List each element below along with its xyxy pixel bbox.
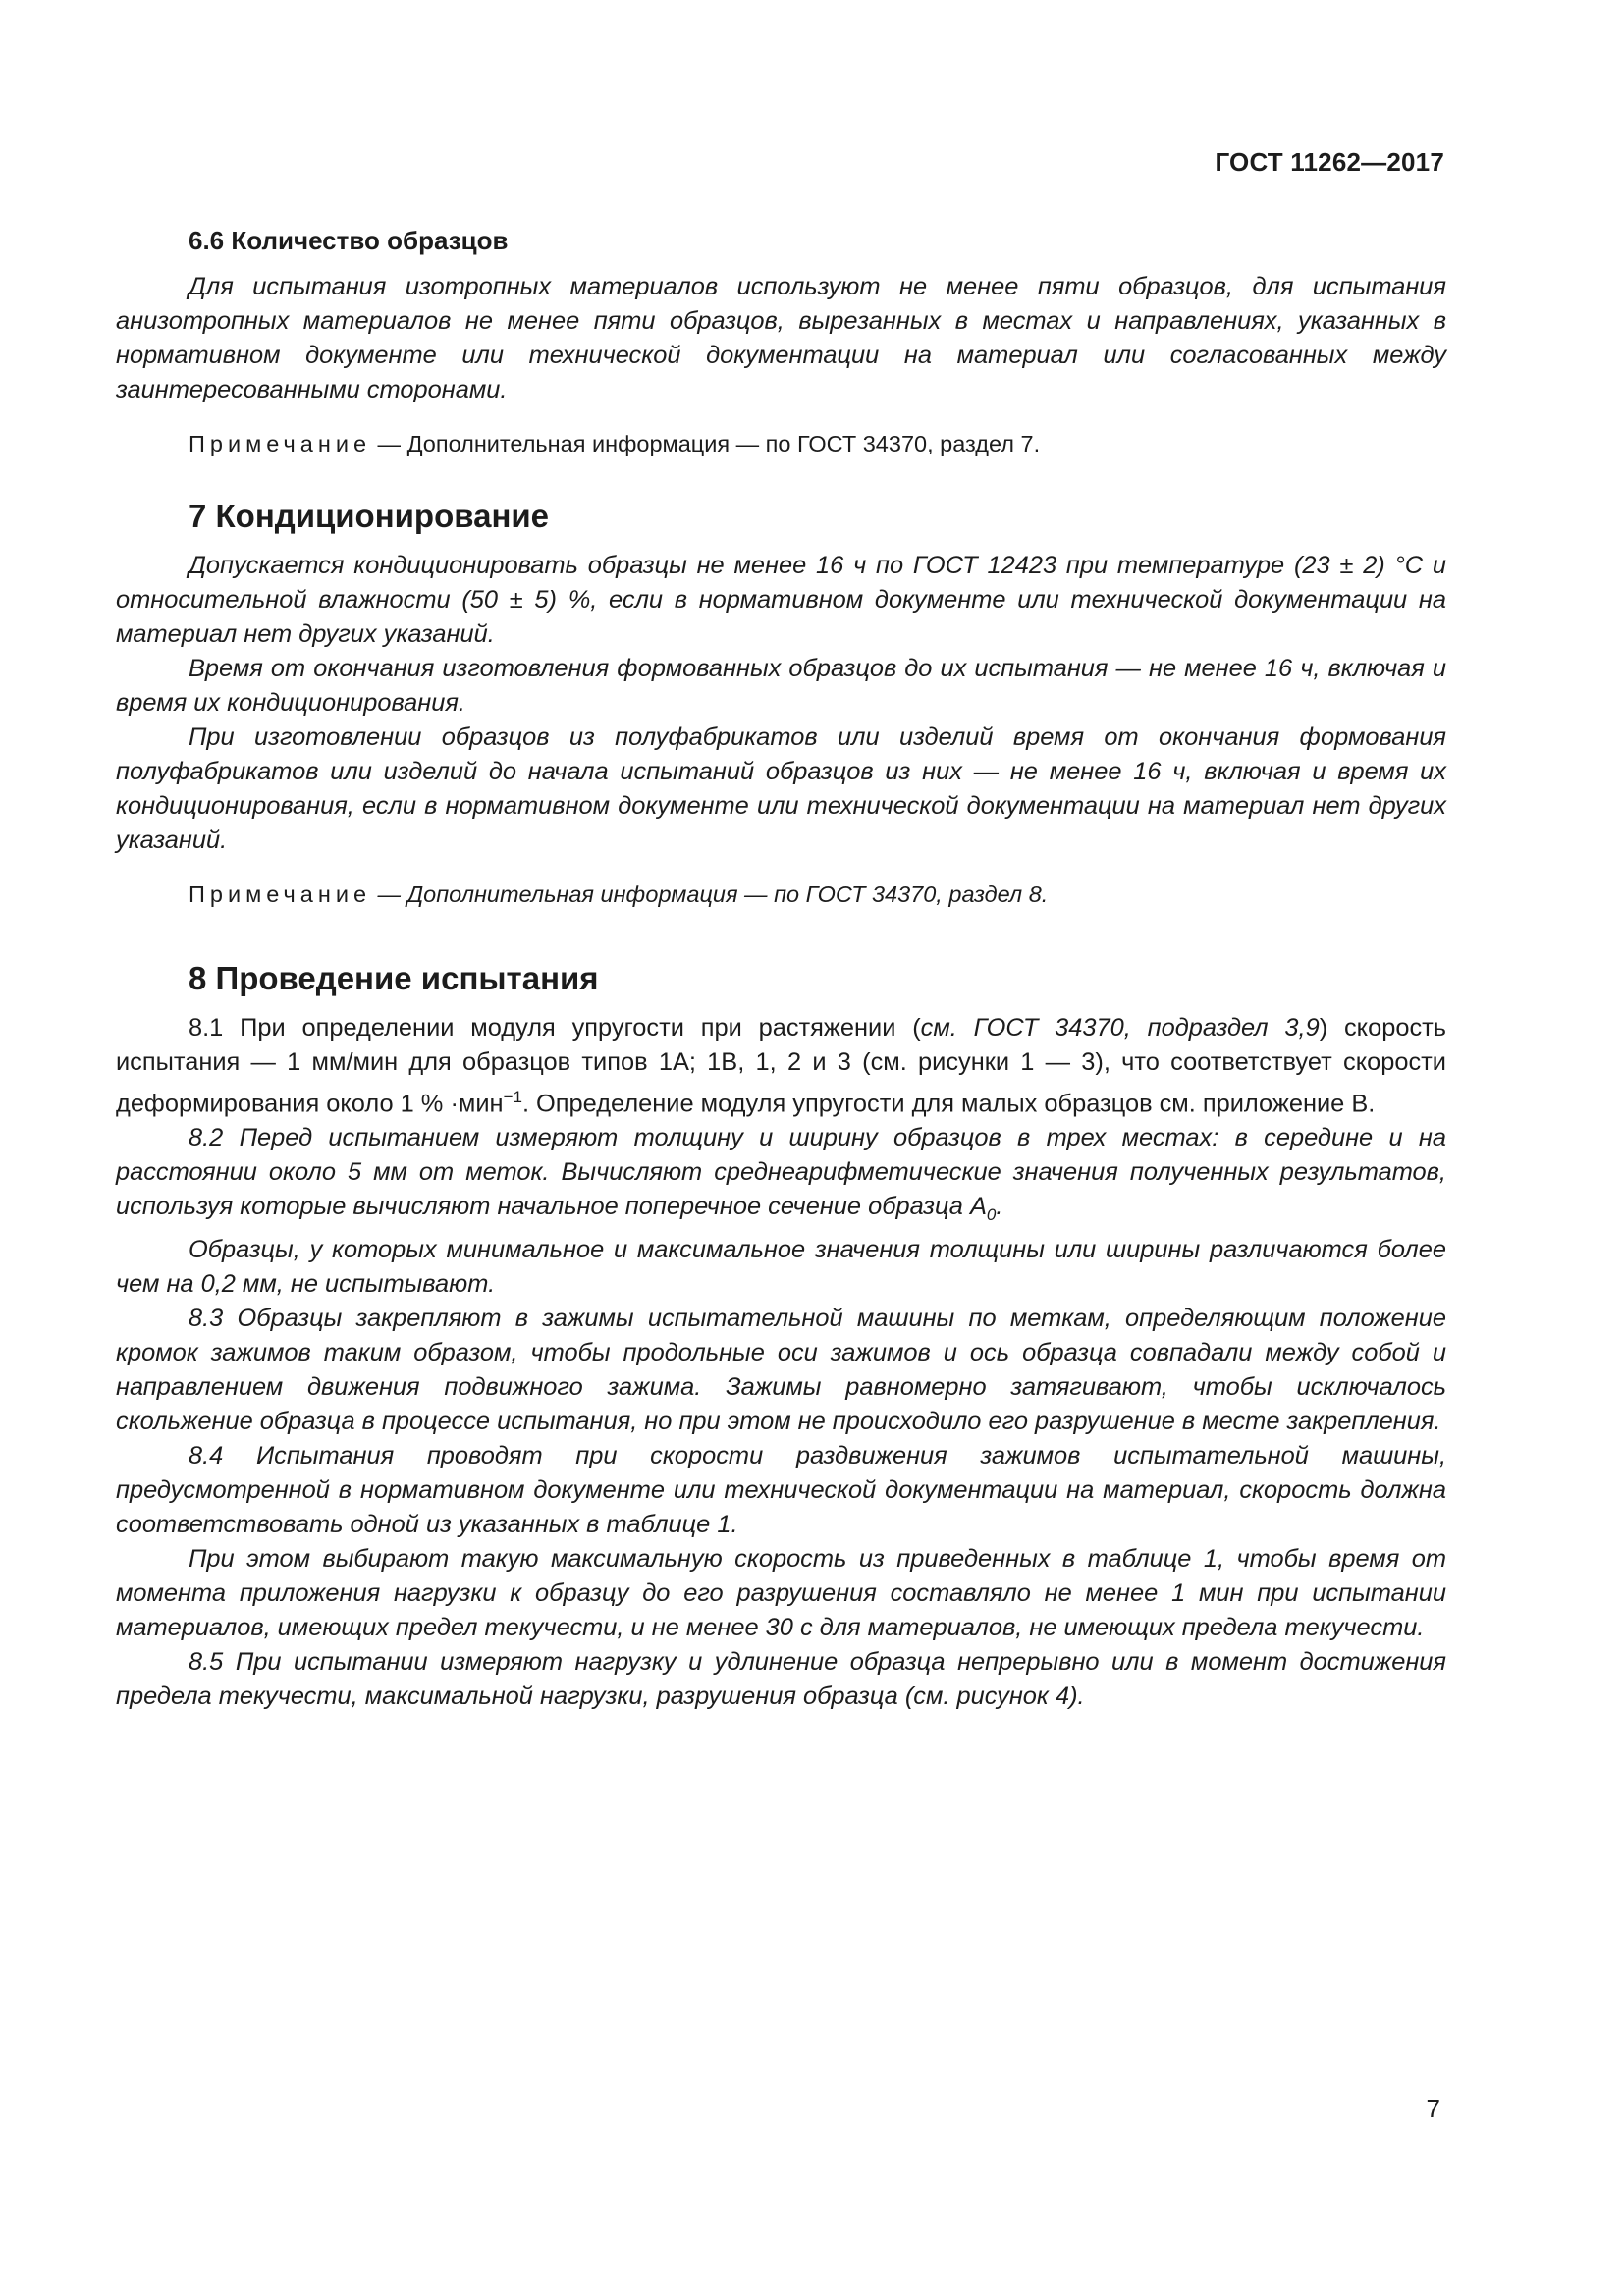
- section-6-6-note: [189, 427, 1446, 461]
- cross-section-subscript: 0: [986, 1205, 997, 1225]
- note-text: — Дополнительная информация — по ГОСТ 34370, раздел 7.: [371, 431, 1041, 456]
- clause-8-5: 8.5 При испытании измеряют нагрузку и удлинение образца непрерывно или в момент достижения предела текучести, максимальной нагрузки, разрушения образца (см. рисунок 4).: [116, 1647, 1446, 1710]
- section-7-heading: 7 Кондиционирование: [189, 498, 550, 534]
- clause-8-1-text-a: 8.1 При определении модуля упругости при растяжении (: [189, 1014, 921, 1041]
- section-8: [116, 961, 1446, 1714]
- clause-8-4: 8.4 Испытания проводят при скорости раздвижения зажимов испытательной машины, предусмотренной в нормативном документе или технической документации на материал, скорость должна соответствовать одной из указанных в таблице 1.: [116, 1441, 1446, 1538]
- page-content: [116, 224, 1446, 1714]
- clause-8-3: 8.3 Образцы закрепляют в зажимы испытательной машины по меткам, определяющим положение кромок зажимов таким образом, чтобы продольные оси зажимов и ось образца совпадали между собой и направлением движения подвижного зажима. Зажимы равномерно затягивают, чтобы исключалось скольжение образца в процессе испытания, но при этом не происходило его разрушение в месте закрепления.: [116, 1304, 1446, 1435]
- section-6-6-heading: 6.6 Количество образцов: [189, 226, 509, 255]
- clause-8-2: [116, 1121, 1446, 1232]
- clause-8-1-text-b: ) скорость испытания — 1 мм/мин для образцов типов 1А; 1В, 1, 2 и 3 (см. рисунки 1 — 3), что соответствует скорости деформирования около 1 % ·мин: [116, 1014, 1446, 1118]
- document-code-header: ГОСТ 11262—2017: [1215, 147, 1444, 177]
- clause-8-1-reference: см. ГОСТ 34370, подраздел 3,9: [920, 1014, 1320, 1041]
- note-label: Примечание: [189, 431, 372, 456]
- clause-8-2-text: 8.2 Перед испытанием измеряют толщину и ширину образцов в трех местах: в середине и на расстоянии около 5 мм от меток. Вычисляют среднеарифметические значения полученных результатов, используя которые вычисляют начальное поперечное сечение образца: [116, 1124, 1446, 1221]
- section-7: [116, 499, 1446, 912]
- note-text: — Дополнительная информация — по ГОСТ 34370, раздел 8.: [371, 881, 1049, 907]
- section-7-paragraph-2: Время от окончания изготовления формованных образцов до их испытания — не менее 16 ч, включая и время их кондиционирования.: [116, 655, 1446, 717]
- page-number: 7: [1426, 2094, 1440, 2123]
- section-7-note: [189, 878, 1446, 912]
- section-8-heading: 8 Проведение испытания: [189, 960, 599, 996]
- cross-section-symbol: A: [969, 1193, 987, 1221]
- section-6-6: [116, 224, 1446, 461]
- clause-8-4-paragraph-2: При этом выбирают такую максимальную скорость из приведенных в таблице 1, чтобы время от момента приложения нагрузки к образцу до его разрушения составляло не менее 1 мин при испытании материалов, имеющих предел текучести, и не менее 30 с для материалов, не имеющих предела текучести.: [116, 1544, 1446, 1641]
- clause-8-1-superscript: −1: [503, 1088, 522, 1106]
- clause-8-1: [116, 1011, 1446, 1121]
- section-7-paragraph-1: Допускается кондиционировать образцы не менее 16 ч по ГОСТ 12423 при температуре (23 ± 2) °С и относительной влажности (50 ± 5) %, если в нормативном документе или технической документации на материал нет других указаний.: [116, 552, 1446, 648]
- section-7-paragraph-3: При изготовлении образцов из полуфабрикатов или изделий время от окончания формования полуфабрикатов или изделий до начала испытаний образцов из них — не менее 16 ч, включая и время их кондиционирования, если в нормативном документе или технической документации на материал нет других указаний.: [116, 723, 1446, 854]
- section-6-6-paragraph: Для испытания изотропных материалов используют не менее пяти образцов, для испытания анизотропных материалов не менее пяти образцов, вырезанных в местах и направлениях, указанных в нормативном документе или технической документации на материал или согласованных между заинтересованными сторонами.: [116, 273, 1446, 403]
- note-label: Примечание: [189, 881, 372, 907]
- clause-8-2-end: .: [996, 1193, 1003, 1221]
- clause-8-1-text-c: . Определение модуля упругости для малых образцов см. приложение В.: [521, 1090, 1376, 1118]
- clause-8-2-paragraph-2: Образцы, у которых минимальное и максимальное значения толщины или ширины различаются более чем на 0,2 мм, не испытывают.: [116, 1235, 1446, 1298]
